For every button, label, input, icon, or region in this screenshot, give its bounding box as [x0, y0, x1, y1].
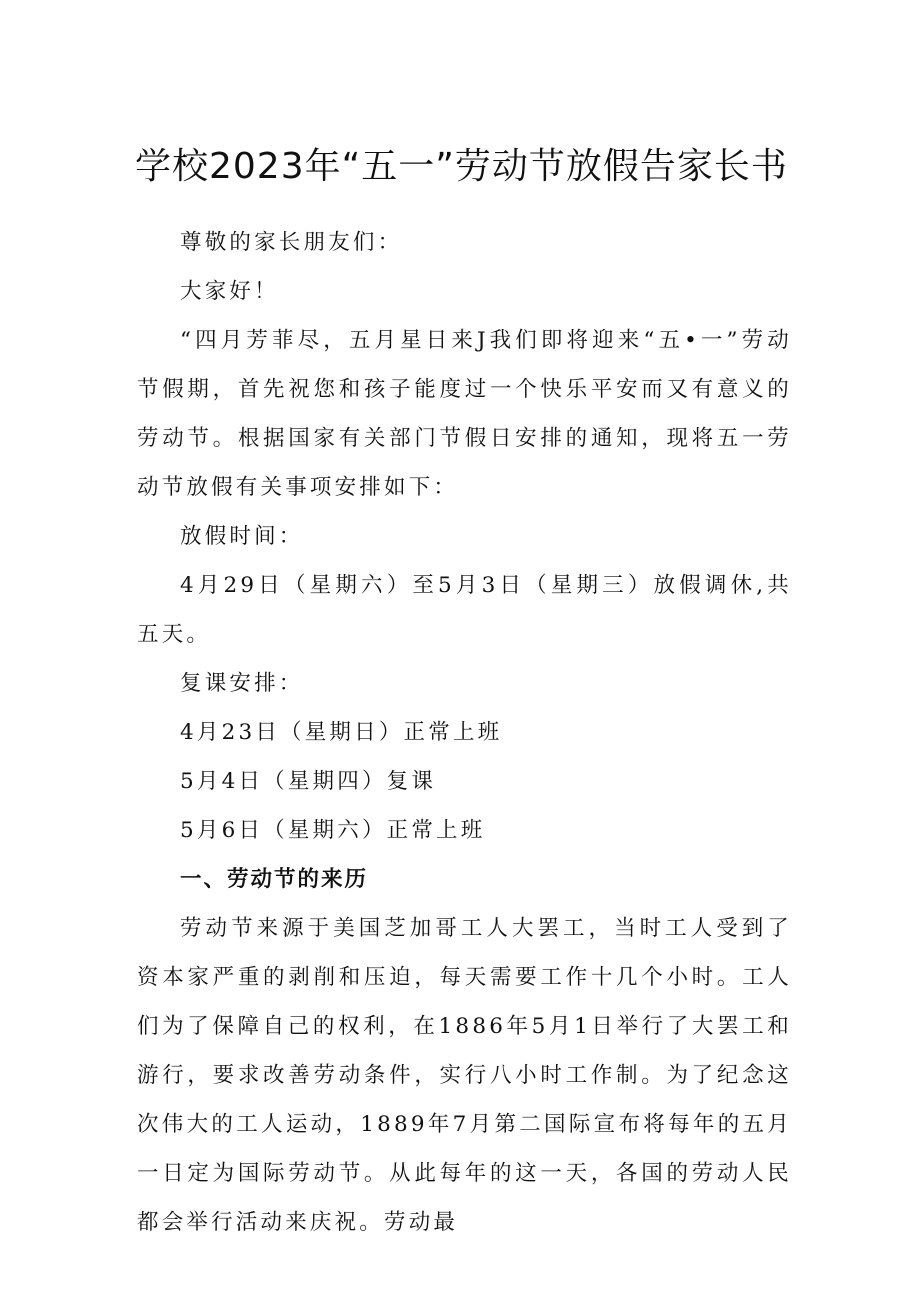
document-body	[137, 218, 792, 1247]
section-heading-origin: 一、劳动节的来历	[180, 867, 369, 892]
origin-paragraph: 劳动节来源于美国芝加哥工人大罢工，当时工人受到了资本家严重的剥削和压迫，每天需要工作十几个小时。工人们为了保障自己的权利，在1886年5月1日举行了大罢工和游行，要求改善劳动条件，实行八小时工作制。为了纪念这次伟大的工人运动，1889年7月第二国际宣布将每年的五月一日定为国际劳动节。从此每年的这一天，各国的劳动人民都会举行活动来庆祝。劳动最	[137, 916, 792, 1235]
schedule-item-2: 5月4日（星期四）复课	[180, 769, 437, 794]
holiday-time-detail: 4月29日（星期六）至5月3日（星期三）放假调休,共五天。	[137, 573, 792, 647]
greeting: 大家好！	[180, 279, 279, 304]
document-title: 学校2023年“五一”劳动节放假告家长书	[135, 146, 788, 187]
salutation: 尊敬的家长朋友们：	[180, 230, 403, 255]
holiday-time-label: 放假时间：	[180, 524, 304, 549]
schedule-item-1: 4月23日（星期日）正常上班	[180, 720, 503, 745]
intro-paragraph: “四月芳菲尽，五月星日来J我们即将迎来“五•一”劳动节假期，首先祝您和孩子能度过一个快乐平安而又有意义的劳动节。根据国家有关部门节假日安排的通知，现将五一劳动节放假有关事项安排如下：	[137, 328, 792, 500]
schedule-item-3: 5月6日（星期六）正常上班	[180, 818, 486, 843]
resume-arrangement-label: 复课安排：	[180, 671, 304, 696]
